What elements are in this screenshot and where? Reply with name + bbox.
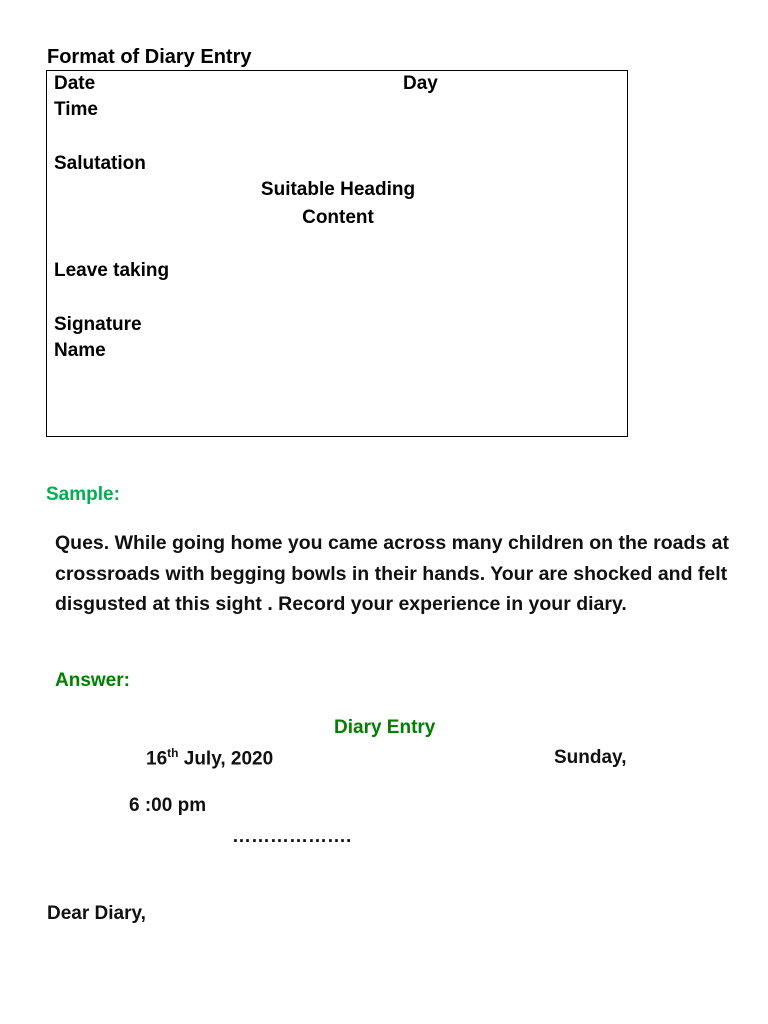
- entry-weekday: Sunday,: [554, 747, 627, 768]
- entry-date: [146, 746, 273, 770]
- format-heading-label: Suitable Heading: [260, 179, 416, 200]
- format-title: Format of Diary Entry: [47, 46, 252, 68]
- entry-date-suffix: th: [167, 746, 179, 760]
- format-day-label: Day: [403, 73, 438, 94]
- format-box: [46, 70, 628, 437]
- format-leave-taking-label: Leave taking: [54, 260, 170, 281]
- format-name-label: Name: [54, 340, 106, 361]
- format-content-label: Content: [302, 207, 374, 228]
- entry-date-day: 16: [146, 748, 168, 770]
- format-date-label: Date: [54, 73, 96, 94]
- entry-salutation: Dear Diary,: [47, 903, 146, 924]
- entry-heading-placeholder: ……………….: [232, 826, 352, 847]
- sample-question: Ques. While going home you came across many children on the roads at crossroads with begging bowls in their hands. Your are shocked and felt disgusted at this sight . Record your experience in your diary.: [55, 532, 729, 615]
- format-time-label: Time: [54, 99, 99, 120]
- sample-label: Sample:: [46, 484, 120, 505]
- entry-time: 6 :00 pm: [129, 795, 207, 816]
- entry-date-rest: July, 2020: [178, 748, 274, 770]
- diary-entry-title: Diary Entry: [334, 717, 436, 738]
- answer-label: Answer:: [55, 670, 130, 691]
- format-signature-label: Signature: [54, 314, 142, 335]
- format-salutation-label: Salutation: [54, 153, 146, 174]
